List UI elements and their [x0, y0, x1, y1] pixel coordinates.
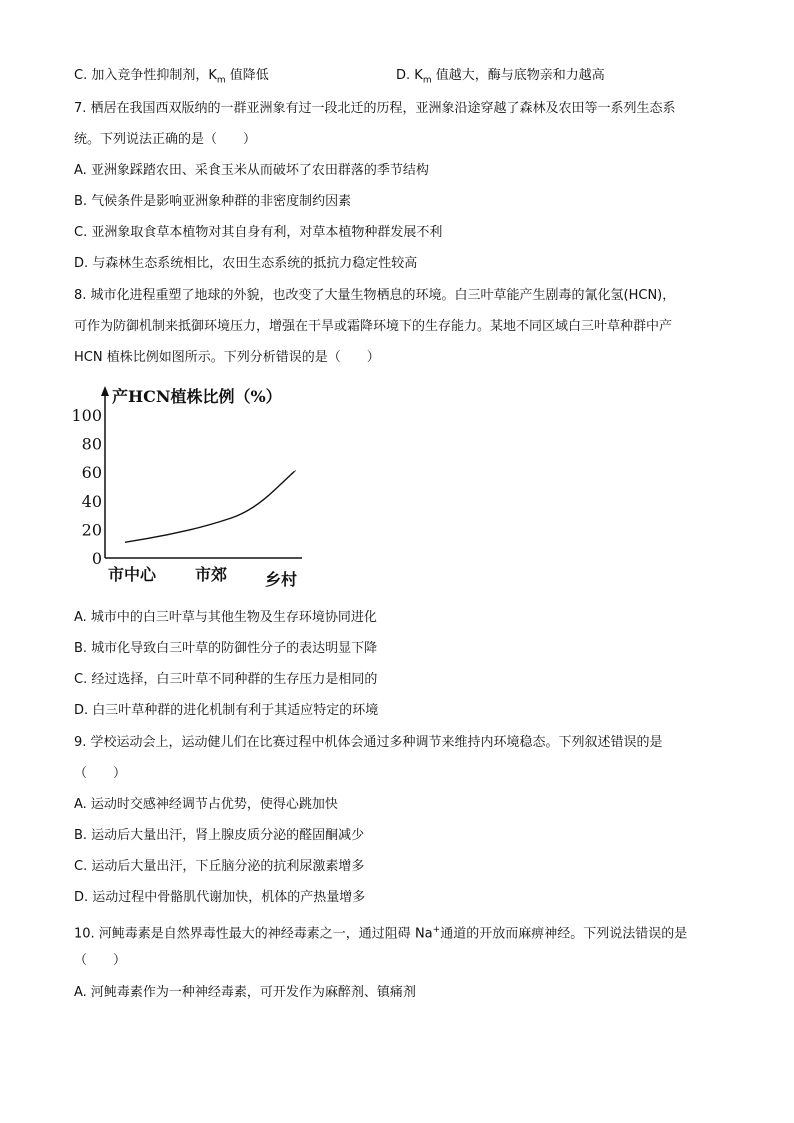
q8-option-c: C. 经过选择，白三叶草不同种群的生存压力是相同的: [74, 672, 378, 687]
x-axis-ticks: [108, 565, 297, 589]
q9-option-a: A. 运动时交感神经调节占优势，使得心跳加快: [74, 797, 338, 812]
q8-stem-line3: HCN 植株比例如图所示。下列分析错误的是（ ）: [74, 350, 380, 365]
q9-option-c: C. 运动后大量出汗，下丘脑分泌的抗利尿激素增多: [74, 859, 365, 874]
q7-option-d: D. 与森林生态系统相比，农田生态系统的抵抗力稳定性较高: [74, 256, 418, 271]
q10-stem-line2: （ ）: [74, 953, 127, 968]
q8-stem-line1: 8. 城市化进程重塑了地球的外貌，也改变了大量生物栖息的环境。白三叶草能产生剧毒的氰化氢(HCN)，: [74, 288, 676, 303]
y-tick-label: 20: [81, 520, 102, 540]
x-tick-label: 市郊: [195, 565, 228, 584]
q7-option-b: B. 气候条件是影响亚洲象种群的非密度制约因素: [74, 194, 352, 209]
q7-option-c: C. 亚洲象取食草本植物对其自身有利，对草本植物种群发展不利: [74, 225, 443, 240]
y-tick-label: 60: [81, 463, 102, 483]
q9-option-b: B. 运动后大量出汗，肾上腺皮质分泌的醛固酮减少: [74, 828, 365, 843]
y-axis-arrow-icon: [101, 386, 109, 396]
q9-stem-line2: （ ）: [74, 766, 127, 781]
q8-stem-line2: 可作为防御机制来抵御环境压力，增强在干旱或霜降环境下的生存能力。某地不同区域白三叶草种群中产: [74, 319, 673, 334]
q10-option-a: A. 河鲀毒素作为一种神经毒素，可开发作为麻醉剂、镇痛剂: [74, 985, 416, 1000]
q7-stem-line1: 7. 栖居在我国西双版纳的一群亚洲象有过一段北迁的历程，亚洲象沿途穿越了森林及农田等一系列生态系: [74, 101, 676, 116]
q7-stem-line2: 统。下列说法正确的是（ ）: [74, 132, 257, 147]
series-line: [125, 471, 295, 543]
q9-stem-line1: 9. 学校运动会上，运动健儿们在比赛过程中机体会通过多种调节来维持内环境稳态。下列叙述错误的是: [74, 735, 663, 750]
q6-option-c: C. 加入竞争性抑制剂，$K_m$ 值降低: [74, 68, 269, 86]
q7-option-a: A. 亚洲象踩踏农田、采食玉米从而破坏了农田群落的季节结构: [74, 163, 429, 178]
q8-option-d: D. 白三叶草种群的进化机制有利于其适应特定的环境: [74, 703, 379, 718]
q10-stem-line1: 10. 河鲀毒素是自然界毒性最大的神经毒素之一，通过阻碍 Na+通道的开放而麻痹神经。下列说法错误的是: [74, 925, 688, 942]
chart-title: 产HCN植株比例（%）: [112, 387, 282, 406]
q8-option-a: A. 城市中的白三叶草与其他生物及生存环境协同进化: [74, 610, 377, 625]
y-tick-label: 0: [91, 549, 102, 568]
hcn-proportion-chart: [71, 380, 320, 590]
y-tick-label: 100: [71, 406, 102, 425]
y-tick-label: 80: [81, 434, 102, 454]
q8-option-b: B. 城市化导致白三叶草的防御性分子的表达明显下降: [74, 641, 378, 656]
y-tick-label: 40: [81, 491, 102, 511]
x-tick-label: 乡村: [265, 570, 298, 589]
q9-option-d: D. 运动过程中骨骼肌代谢加快，机体的产热量增多: [74, 890, 366, 905]
q6-option-d: D. $K_m$ 值越大，酶与底物亲和力越高: [396, 68, 605, 86]
x-tick-label: 市中心: [108, 565, 157, 584]
y-axis-ticks: [71, 406, 102, 568]
